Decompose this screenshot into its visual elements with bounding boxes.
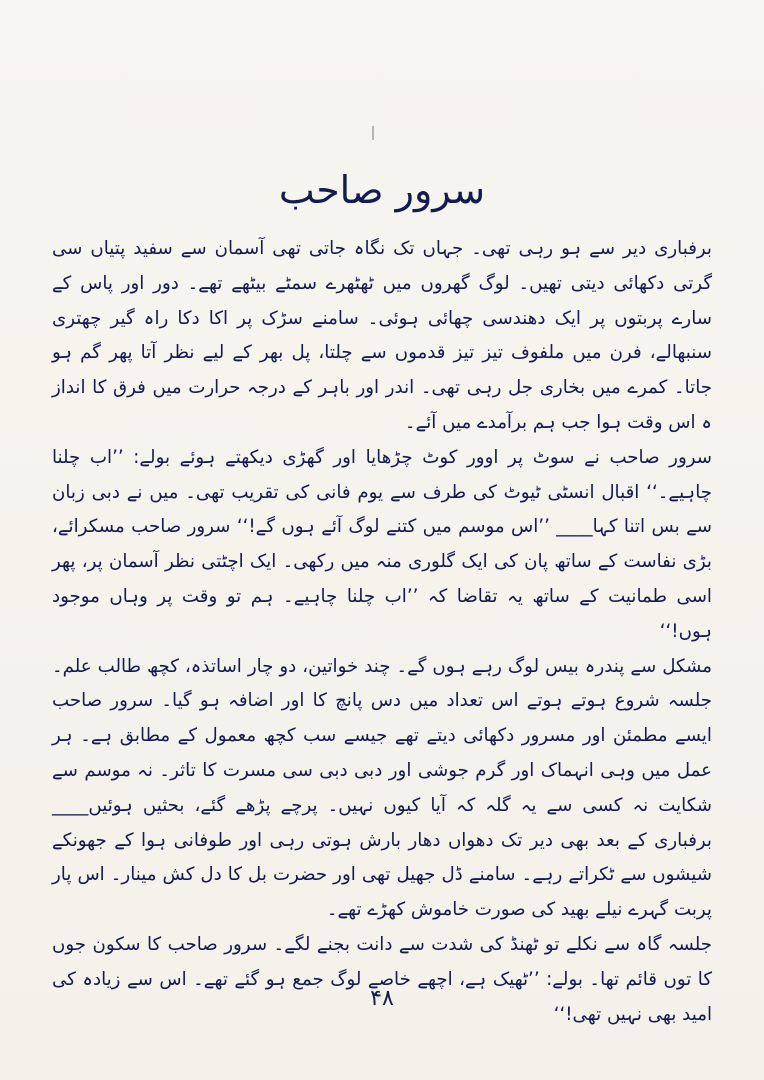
- paragraph: جلسہ گاہ سے نکلے تو ٹھنڈ کی شدت سے دانت بجنے لگے۔ سرور صاحب کا سکون جوں کا توں قائم تھا۔ بولے: ’’ٹھیک ہے، اچھے خاصے لوگ جمع ہو گئے تھے۔ اس سے زیادہ کی امید بھی نہیں تھی!‘‘: [52, 933, 712, 1025]
- paragraph: مشکل سے پندرہ بیس لوگ رہے ہوں گے۔ چند خواتین، دو چار اساتذہ، کچھ طالب علم۔ جلسہ شروع ہوتے ہوتے اس تعداد میں دس پانچ کا اور اضافہ ہو گیا۔ سرور صاحب ایسے مطمئن اور مسرور دکھائی دیتے تھے جیسے سب کچھ معمول کے مطابق ہے۔ ہر عمل میں وہی انہماک اور گرم جوشی اور دبی دبی سی مسرت کا تاثر۔ نہ موسم سے شکایت نہ کسی سے یہ گلہ کہ آیا کیوں نہیں۔ پرچے پڑھے گئے، بحثیں ہوئیں____ برفباری کے بعد بھی دیر تک دھواں دھار بارش ہوتی رہی اور طوفانی ہوا کے جھونکے شیشوں سے ٹکراتے رہے۔ سامنے ڈل جھیل تھی اور حضرت بل کا دل کش مینار۔ اس پار پربت گہرے نیلے بھید کی صورت خاموش کھڑے تھے۔: [52, 655, 712, 921]
- paragraph: سرور صاحب نے سوٹ پر اوور کوٹ چڑھایا اور گھڑی دیکھتے ہوئے بولے: ’’اب چلنا چاہیے۔‘‘ اقبال انسٹی ٹیوٹ کی طرف سے یوم فانی کی تقریب تھی۔ میں نے دبی زبان سے بس اتنا کہا____ ’’اس موسم میں کتنے لوگ آئے ہوں گے!‘‘ سرور صاحب مسکرائے، بڑی نفاست کے ساتھ پان کی ایک گلوری منہ میں رکھی۔ ایک اچٹتی نظر آسمان پر، پھر اسی طمانیت کے ساتھ یہ تقاضا کہ ’’اب چلنا چاہیے۔ ہم تو وقت پر وہاں موجود ہوں!‘‘: [52, 446, 712, 642]
- body-text: [52, 232, 712, 1032]
- page-title: سرور صاحب: [278, 168, 486, 212]
- page-mark: [372, 126, 374, 140]
- paragraph: برفباری دیر سے ہو رہی تھی۔ جہاں تک نگاہ جاتی تھی آسمان سے سفید پتیاں سی گرتی دکھائی دیتی تھیں۔ لوگ گھروں میں ٹھٹھرے سمٹے بیٹھے تھے۔ دور اور پاس کے سارے پربتوں پر ایک دھندسی چھائی ہوئی۔ سامنے سڑک پر اکا دکا راہ گیر چھتری سنبھالے، فرن میں ملفوف تیز تیز قدموں سے چلتا، پل بھر کے لیے نظر آتا پھر گم ہو جاتا۔ کمرے میں بخاری جل رہی تھی۔ اندر اور باہر کے درجہ حرارت میں فرق کا انداز ہ اس وقت ہوا جب ہم برآمدے میں آئے۔: [52, 238, 712, 433]
- page-number: ۴۸: [370, 986, 394, 1011]
